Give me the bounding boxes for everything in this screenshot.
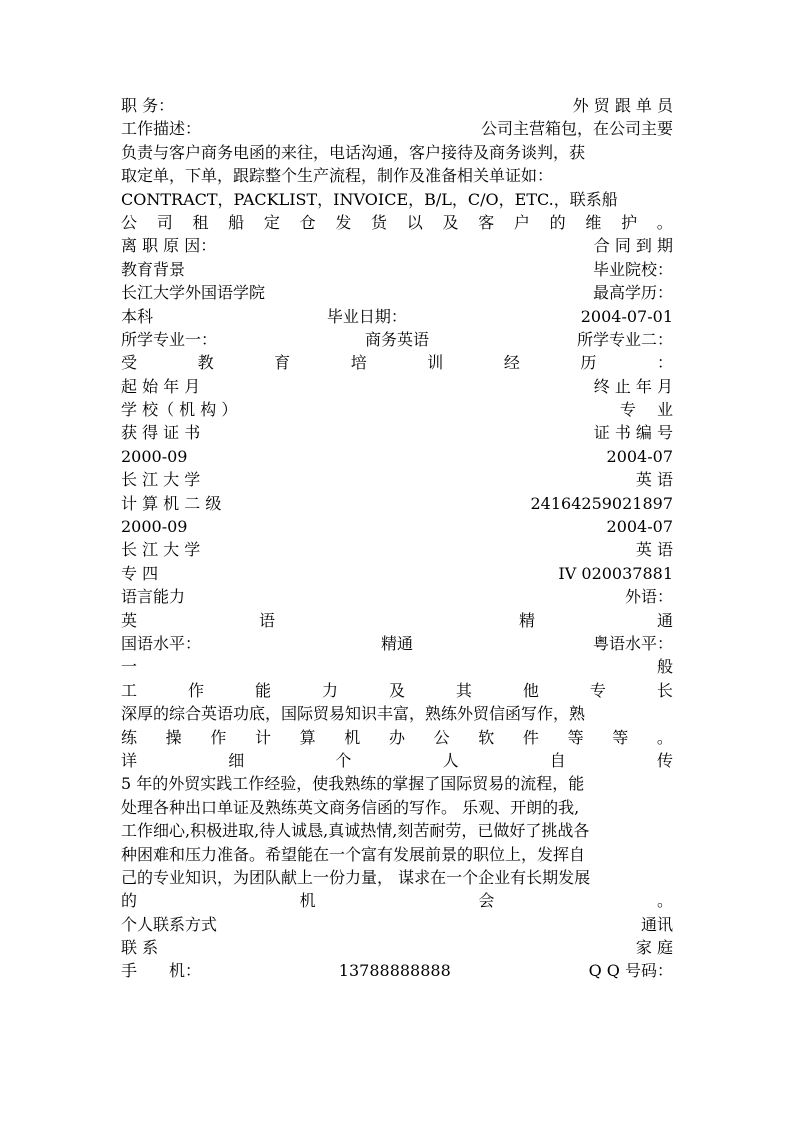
document-line bbox=[121, 328, 673, 351]
document-line bbox=[121, 164, 673, 187]
document-line bbox=[121, 796, 673, 819]
document-line bbox=[121, 375, 673, 398]
line-segment: 细 bbox=[228, 750, 245, 770]
line-segment: 传 bbox=[656, 750, 673, 770]
document-line bbox=[121, 258, 673, 281]
line-segment: 毕业院校： bbox=[592, 259, 673, 279]
line-segment: 教育背景 bbox=[121, 259, 186, 279]
line-segment: 力 bbox=[321, 680, 338, 700]
document-line bbox=[121, 866, 673, 889]
line-segment: 软 bbox=[478, 727, 495, 747]
line-segment: 英 语 bbox=[635, 540, 673, 560]
line-segment: 个 bbox=[335, 750, 352, 770]
line-segment: 客 bbox=[478, 212, 495, 232]
document-line bbox=[121, 468, 673, 491]
line-segment: 及 bbox=[442, 212, 459, 232]
line-segment: 公 bbox=[121, 212, 138, 232]
line-segment: 精 bbox=[518, 610, 535, 630]
line-segment: 培 bbox=[350, 353, 367, 373]
line-segment: 办 bbox=[388, 727, 405, 747]
line-segment: 。 bbox=[656, 212, 673, 232]
line-segment: 教 bbox=[197, 353, 214, 373]
line-segment: 起 始 年 月 bbox=[121, 376, 201, 396]
line-segment: 最高学历： bbox=[592, 283, 673, 303]
line-segment: 2000-09 bbox=[121, 446, 188, 466]
line-segment: 司 bbox=[156, 212, 173, 232]
line-segment: 所学专业一： bbox=[121, 329, 218, 349]
line-text: 己的专业知识，为团队献上一份力量， 谋求在一个企业有长期发展 bbox=[121, 867, 591, 887]
line-segment: 船 bbox=[228, 212, 245, 232]
line-segment: 长 江 大 学 bbox=[121, 470, 201, 490]
line-text: 深厚的综合英语功底，国际贸易知识丰富，熟练外贸信函写作，熟 bbox=[121, 704, 586, 724]
document-line bbox=[121, 679, 673, 702]
line-segment: 的 bbox=[549, 212, 566, 232]
line-segment: 13788888888 bbox=[338, 961, 451, 981]
line-segment: 家 庭 bbox=[635, 938, 673, 958]
document-line bbox=[121, 492, 673, 515]
document-line bbox=[121, 889, 673, 912]
line-segment: 通 bbox=[656, 610, 673, 630]
line-segment: 受 bbox=[121, 353, 138, 373]
line-segment: 租 bbox=[192, 212, 209, 232]
document-line bbox=[121, 655, 673, 678]
line-segment: 机 bbox=[299, 891, 316, 911]
line-segment: 操 bbox=[165, 727, 182, 747]
line-segment: 英 语 bbox=[635, 470, 673, 490]
line-text: 负责与客户商务电函的来往，电话沟通，客户接待及商务谈判，获 bbox=[121, 142, 586, 162]
line-segment: 长 江 大 学 bbox=[121, 540, 201, 560]
line-text: 工作细心,积极进取,待人诚恳,真诚热情,刻苦耐劳，已做好了挑战各 bbox=[121, 821, 590, 841]
line-segment: 发 bbox=[335, 212, 352, 232]
document-line bbox=[121, 234, 673, 257]
line-segment: 仓 bbox=[299, 212, 316, 232]
line-segment: 工作描述： bbox=[121, 119, 202, 139]
document-line bbox=[121, 281, 673, 304]
line-segment: 的 bbox=[121, 891, 138, 911]
line-segment: 英 bbox=[121, 610, 138, 630]
line-segment: 联 系 bbox=[121, 938, 159, 958]
line-segment: 证 书 编 号 bbox=[593, 423, 673, 443]
document-line bbox=[121, 538, 673, 561]
document-line bbox=[121, 819, 673, 842]
document-line bbox=[121, 702, 673, 725]
line-segment: 终 止 年 月 bbox=[593, 376, 673, 396]
line-segment: 训 bbox=[427, 353, 444, 373]
line-segment: 维 bbox=[585, 212, 602, 232]
line-segment: 育 bbox=[274, 353, 291, 373]
document-line bbox=[121, 188, 673, 211]
document-line bbox=[121, 141, 673, 164]
line-segment: 会 bbox=[478, 891, 495, 911]
document-line bbox=[121, 211, 673, 234]
line-segment: 算 bbox=[299, 727, 316, 747]
line-segment: 等 bbox=[612, 727, 629, 747]
line-segment: 长江大学外国语学院 bbox=[121, 283, 266, 303]
line-segment: 2004-07-01 bbox=[580, 306, 673, 326]
document-line bbox=[121, 632, 673, 655]
line-text: 取定单，下单，跟踪整个生产流程，制作及准备相关单证如： bbox=[121, 166, 554, 186]
line-segment: ： bbox=[656, 353, 673, 373]
line-segment: 外 贸 跟 单 员 bbox=[572, 96, 673, 115]
line-segment: 精通 bbox=[380, 633, 413, 653]
line-segment: 长 bbox=[656, 680, 673, 700]
line-segment: 学 校（ 机 构 ） bbox=[121, 400, 238, 420]
line-segment: 商务英语 bbox=[364, 329, 429, 349]
line-text: 处理各种出口单证及熟练英文商务信函的写作。 乐观、开朗的我, bbox=[121, 797, 580, 817]
document-line bbox=[121, 305, 673, 328]
line-text: CONTRACT，PACKLIST，INVOICE，B/L，C/O，ETC.，联系船 bbox=[121, 189, 618, 209]
resume-body bbox=[121, 94, 673, 983]
line-segment: 详 bbox=[121, 750, 138, 770]
document-line bbox=[121, 421, 673, 444]
line-segment: 机 bbox=[344, 727, 361, 747]
line-segment: 2000-09 bbox=[121, 517, 188, 537]
line-segment: 国语水平： bbox=[121, 633, 202, 653]
line-segment: 经 bbox=[503, 353, 520, 373]
line-segment: 以 bbox=[406, 212, 423, 232]
line-segment: 个人联系方式 bbox=[121, 914, 218, 934]
line-segment: 专 业 bbox=[619, 400, 673, 420]
line-segment: 手 机： bbox=[121, 961, 202, 981]
line-segment: 24164259021897 bbox=[530, 493, 673, 513]
document-line bbox=[121, 959, 673, 982]
line-segment: 离 职 原 因： bbox=[121, 236, 217, 256]
line-segment: 本科 bbox=[121, 306, 154, 326]
line-text: 5 年的外贸实践工作经验，使我熟练的掌握了国际贸易的流程，能 bbox=[121, 774, 585, 794]
line-segment: 。 bbox=[656, 891, 673, 911]
line-segment: 语言能力 bbox=[121, 587, 186, 607]
line-segment: 。 bbox=[656, 727, 673, 747]
document-line bbox=[121, 609, 673, 632]
line-segment: 般 bbox=[656, 657, 673, 677]
line-segment: 专 bbox=[589, 680, 606, 700]
line-segment: 所学专业二： bbox=[576, 329, 673, 349]
line-segment: 2004-07 bbox=[606, 446, 673, 466]
line-segment: 及 bbox=[388, 680, 405, 700]
line-segment: 粤语水平： bbox=[592, 633, 673, 653]
line-segment: 能 bbox=[254, 680, 271, 700]
line-segment: IV 020037881 bbox=[558, 563, 673, 583]
line-segment: 货 bbox=[371, 212, 388, 232]
line-segment: 件 bbox=[522, 727, 539, 747]
document-line bbox=[121, 515, 673, 538]
line-segment: 他 bbox=[522, 680, 539, 700]
line-segment: 定 bbox=[263, 212, 280, 232]
document-line bbox=[121, 562, 673, 585]
line-segment: 作 bbox=[210, 727, 227, 747]
line-segment: 护 bbox=[621, 212, 638, 232]
line-segment: Q Q 号码： bbox=[588, 961, 673, 981]
line-segment: 其 bbox=[455, 680, 472, 700]
line-segment: 计 算 机 二 级 bbox=[121, 493, 222, 513]
line-segment: 自 bbox=[549, 750, 566, 770]
document-line bbox=[121, 772, 673, 795]
document-line bbox=[121, 398, 673, 421]
line-text: 种困难和压力准备。希望能在一个富有发展前景的职位上，发挥自 bbox=[121, 844, 586, 864]
line-segment: 职 务： bbox=[121, 96, 175, 115]
document-line bbox=[121, 749, 673, 772]
line-segment: 户 bbox=[513, 212, 530, 232]
line-segment: 专 四 bbox=[121, 563, 159, 583]
line-segment: 练 bbox=[121, 727, 138, 747]
document-line bbox=[121, 585, 673, 608]
line-segment: 工 bbox=[121, 680, 138, 700]
document-line bbox=[121, 351, 673, 374]
document-line bbox=[121, 936, 673, 959]
line-segment: 公 bbox=[433, 727, 450, 747]
line-segment: 公司主营箱包，在公司主要 bbox=[480, 119, 673, 139]
line-segment: 2004-07 bbox=[606, 517, 673, 537]
line-segment: 获 得 证 书 bbox=[121, 423, 201, 443]
line-segment: 等 bbox=[567, 727, 584, 747]
document-line bbox=[121, 117, 673, 140]
document-line bbox=[121, 94, 673, 117]
line-segment: 历 bbox=[580, 353, 597, 373]
document-line bbox=[121, 843, 673, 866]
document-line bbox=[121, 445, 673, 468]
line-segment: 合 同 到 期 bbox=[593, 236, 673, 256]
line-segment: 语 bbox=[259, 610, 276, 630]
line-segment: 通讯 bbox=[640, 914, 673, 934]
line-segment: 作 bbox=[187, 680, 204, 700]
line-segment: 毕业日期： bbox=[326, 306, 407, 326]
document-line bbox=[121, 726, 673, 749]
line-segment: 人 bbox=[442, 750, 459, 770]
line-segment: 一 bbox=[121, 657, 138, 677]
line-segment: 外语： bbox=[624, 587, 673, 607]
line-segment: 计 bbox=[254, 727, 271, 747]
document-line bbox=[121, 913, 673, 936]
